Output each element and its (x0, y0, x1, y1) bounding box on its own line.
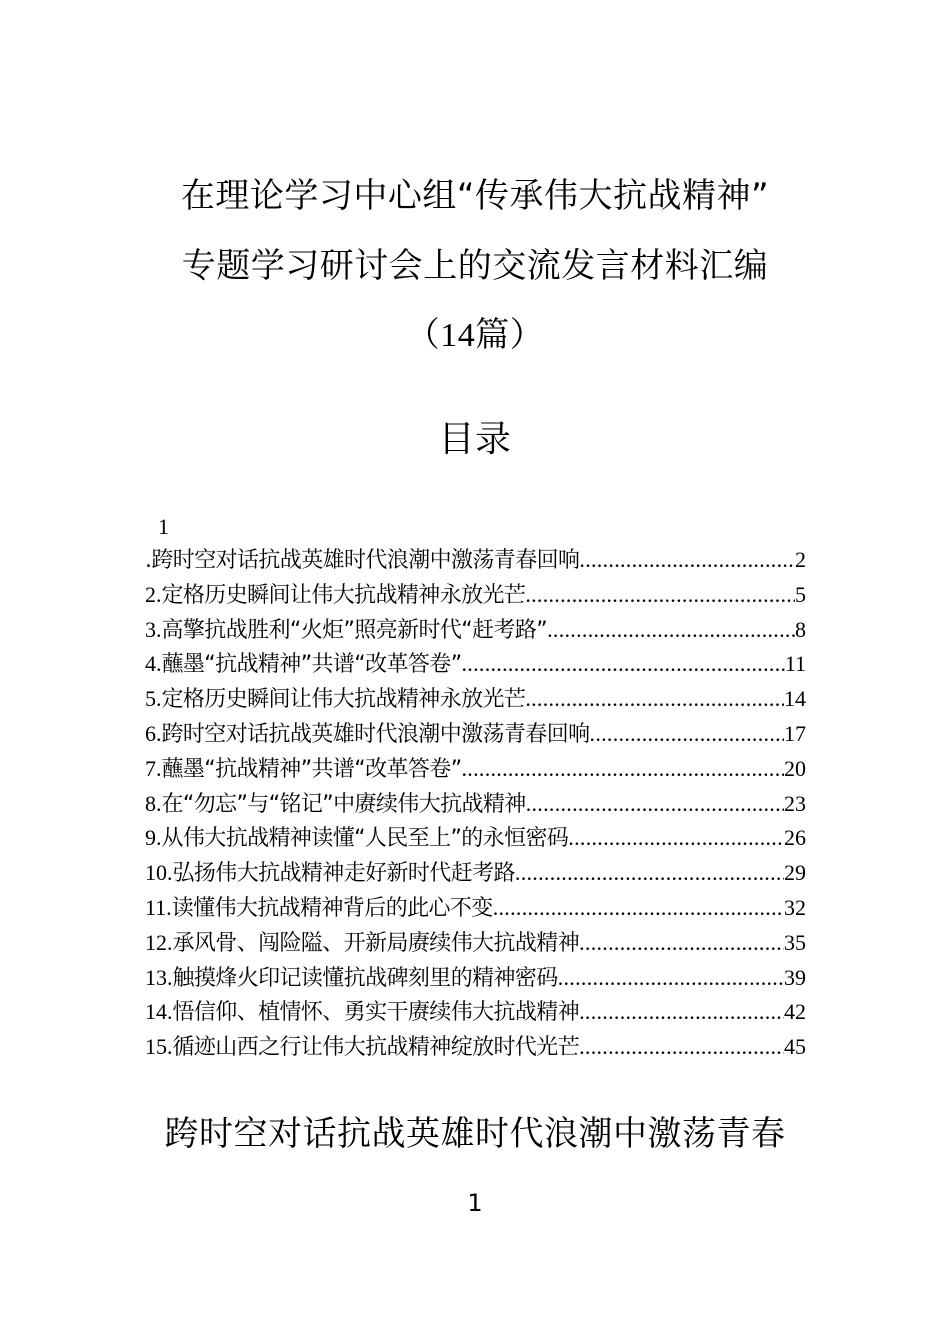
toc-entry-title (145, 545, 579, 576)
toc-entry[interactable] (145, 754, 806, 789)
toc-entry-text: 定格历史瞬间让伟大抗战精神永放光芒 (161, 582, 526, 608)
toc-entry-text: 从伟大抗战精神读懂“人民至上”的永恒密码 (161, 826, 569, 852)
toc-entry-number: 14. (145, 999, 173, 1025)
toc-entry[interactable] (145, 928, 806, 963)
toc-entry-text: 承风骨、闯险隘、开新局赓续伟大抗战精神 (172, 930, 580, 956)
toc-dot-leader (579, 545, 795, 575)
toc-dot-leader (462, 754, 785, 784)
toc-entry-title (145, 789, 526, 820)
toc-entry-number: 10. (145, 860, 173, 886)
toc-entry-page: 11 (784, 651, 806, 677)
toc-entry-number: 13. (145, 964, 173, 990)
toc-entry-title (145, 615, 547, 646)
toc-entry-number: 3. (145, 616, 162, 642)
toc-entry-page: 14 (784, 686, 806, 712)
toc-entry-number: 15. (145, 1034, 173, 1060)
toc-entry-page: 17 (784, 720, 806, 746)
toc-entry-page: 29 (784, 860, 806, 886)
toc-entry[interactable] (145, 545, 806, 580)
toc-entry-page: 26 (784, 825, 806, 851)
toc-first-item-number: 1 (158, 514, 169, 539)
toc-entry-page: 42 (784, 999, 806, 1025)
toc-entry[interactable] (145, 858, 806, 893)
toc-entry-text: 读懂伟大抗战精神背后的此心不变 (171, 895, 493, 921)
toc-entry-page: 32 (784, 894, 806, 920)
toc-entry-page: 35 (784, 929, 806, 955)
toc-entry-text: 触摸烽火印记读懂抗战碑刻里的精神密码 (172, 965, 558, 991)
toc-entry-number: 7. (145, 755, 162, 781)
document-title-line-2: 专题学习研讨会上的交流发言材料汇编 (181, 246, 769, 286)
toc-entry-title (145, 684, 525, 715)
toc-dot-leader (568, 823, 784, 853)
toc-entry[interactable] (145, 789, 806, 824)
toc-entry[interactable] (145, 1032, 806, 1067)
section-title: 跨时空对话抗战英雄时代浪潮中激荡青春 (164, 1114, 786, 1154)
toc-entry-text: 高擎抗战胜利“火炬”照亮新时代“赶考路” (161, 617, 548, 643)
toc-entry-number: 2. (145, 581, 162, 607)
toc-entry-text: 悟信仰、植情怀、勇实干赓续伟大抗战精神 (172, 1000, 580, 1026)
toc-entry-title (145, 823, 568, 854)
toc-dot-leader (525, 580, 795, 610)
page-number: 1 (467, 1189, 483, 1217)
toc-entry-text: 蘸墨“抗战精神”共谱“改革答卷” (161, 652, 462, 678)
toc-entry-page: 45 (784, 1034, 806, 1060)
toc-entry-page: 5 (795, 581, 806, 607)
toc-entry[interactable] (145, 615, 806, 650)
toc-entry-title (145, 754, 462, 785)
toc-entry-number: 4. (145, 651, 162, 677)
toc-entry-title (145, 1032, 579, 1063)
toc-entry-title (145, 997, 579, 1028)
toc-dot-leader (526, 789, 784, 819)
toc-entry-number: 9. (145, 825, 162, 851)
toc-entry-title (145, 858, 515, 889)
toc-entry[interactable] (145, 719, 806, 754)
toc-entry-page: 39 (784, 964, 806, 990)
toc-entry-title (145, 719, 590, 750)
toc-entry-text: .跨时空对话抗战英雄时代浪潮中激荡青春回响 (145, 548, 580, 573)
toc-dot-leader (579, 1032, 784, 1062)
toc-entry-page: 23 (784, 790, 806, 816)
toc-entry-text: 跨时空对话抗战英雄时代浪潮中激荡青春回响 (161, 721, 590, 747)
toc-entry-text: 定格历史瞬间让伟大抗战精神永放光芒 (161, 687, 526, 713)
toc-entry-title (145, 580, 525, 611)
toc-dot-leader (515, 858, 784, 888)
toc-entry-number: 12. (145, 929, 173, 955)
toc-entry-text: 在“勿忘”与“铭记”中赓续伟大抗战精神 (161, 791, 526, 817)
toc-entry[interactable] (145, 684, 806, 719)
toc-heading: 目录 (438, 419, 512, 460)
toc-entry-text: 蘸墨“抗战精神”共谱“改革答卷” (161, 756, 462, 782)
toc-dot-leader (547, 615, 795, 645)
table-of-contents (145, 545, 806, 1067)
document-title-count: （14篇） (405, 317, 545, 354)
toc-entry-page: 8 (795, 616, 806, 642)
toc-entry-number: 5. (145, 686, 162, 712)
toc-dot-leader (579, 928, 784, 958)
toc-entry-number: 6. (145, 720, 162, 746)
toc-entry[interactable] (145, 649, 806, 684)
toc-dot-leader (579, 997, 784, 1027)
toc-entry-number: 11. (145, 894, 172, 920)
toc-entry[interactable] (145, 963, 806, 998)
toc-dot-leader (558, 963, 784, 993)
toc-entry-title (145, 893, 493, 924)
toc-entry-title (145, 963, 558, 994)
toc-dot-leader (493, 893, 784, 923)
toc-entry[interactable] (145, 580, 806, 615)
toc-dot-leader (462, 649, 785, 679)
toc-entry-title (145, 928, 579, 959)
toc-entry-text: 弘扬伟大抗战精神走好新时代赶考路 (172, 861, 515, 887)
toc-entry[interactable] (145, 997, 806, 1032)
toc-entry-title (145, 649, 462, 680)
toc-dot-leader (525, 684, 784, 714)
toc-dot-leader (590, 719, 784, 749)
toc-entry-page: 20 (784, 755, 806, 781)
toc-entry[interactable] (145, 893, 806, 928)
toc-entry-text: 循迹山西之行让伟大抗战精神绽放时代光芒 (172, 1035, 580, 1061)
document-title-line-1: 在理论学习中心组“传承伟大抗战精神” (180, 176, 770, 216)
toc-entry-page: 2 (795, 547, 806, 572)
toc-entry-number: 8. (145, 790, 162, 816)
toc-entry[interactable] (145, 823, 806, 858)
